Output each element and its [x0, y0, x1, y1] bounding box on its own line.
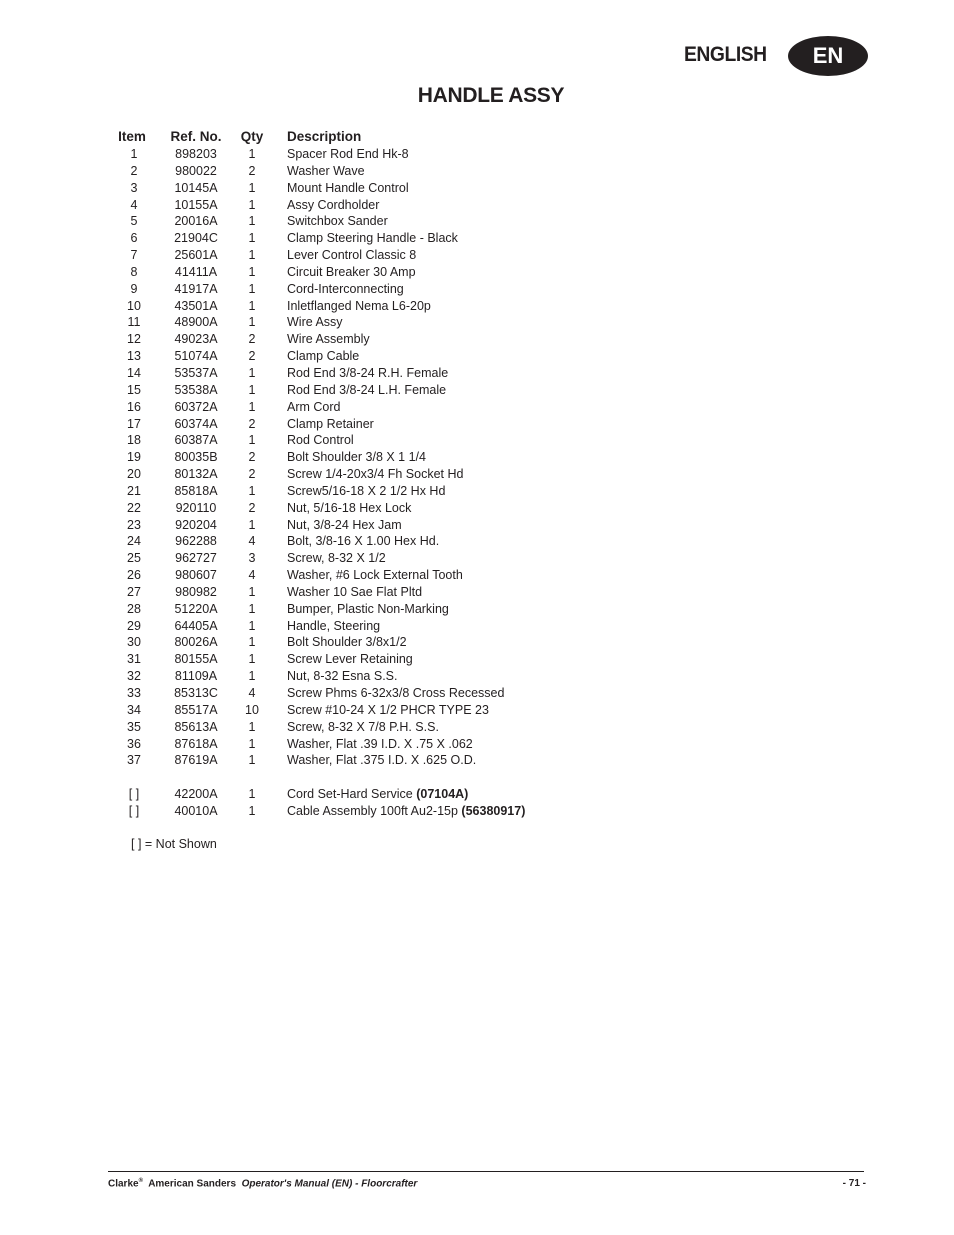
- cell-qty: 1: [248, 736, 256, 751]
- cell-qty: 1: [248, 281, 256, 296]
- cell-item: 4: [130, 197, 138, 212]
- column-header-item: Item: [118, 129, 146, 144]
- cell-description: Bolt Shoulder 3/8x1/2: [287, 635, 407, 650]
- cell-item: 3: [130, 180, 138, 195]
- cell-ref-no: 25601A: [174, 248, 218, 263]
- cell-description: Nut, 3/8-24 Hex Jam: [287, 517, 402, 532]
- cell-ref-no: 41917A: [174, 281, 218, 296]
- cell-ref-no: 43501A: [174, 298, 218, 313]
- cell-ref-no: 81109A: [174, 669, 218, 684]
- cell-item: 5: [130, 214, 138, 229]
- cell-ref-no: 85313C: [174, 686, 218, 700]
- table-row: [110, 466, 630, 483]
- cell-item: 17: [127, 416, 141, 431]
- table-row: [110, 432, 630, 449]
- cell-ref-no: 49023A: [174, 332, 218, 347]
- cell-ref-no: 85818A: [174, 483, 218, 498]
- cell-qty: 2: [248, 332, 256, 347]
- language-label: ENGLISH: [684, 43, 767, 66]
- cell-ref-no: 20016A: [174, 214, 218, 229]
- table-row: [110, 533, 630, 550]
- table-row: [110, 752, 630, 769]
- table-row: [110, 180, 630, 197]
- row-spacer: [110, 769, 630, 786]
- cell-qty: 4: [248, 534, 256, 549]
- cell-ref-no: 962288: [175, 534, 217, 549]
- cell-item: [ ]: [128, 803, 140, 818]
- table-row: [110, 382, 630, 399]
- cell-item: 33: [127, 686, 141, 700]
- cell-description: Bolt, 3/8-16 X 1.00 Hex Hd.: [287, 534, 440, 549]
- cell-item: 6: [130, 231, 138, 246]
- cell-item: 29: [127, 618, 141, 633]
- cell-qty: 1: [248, 315, 256, 330]
- table-row: [110, 634, 630, 651]
- cell-item: 25: [127, 551, 141, 566]
- cell-item: 7: [130, 248, 138, 263]
- cell-description: Screw Lever Retaining: [287, 652, 413, 667]
- table-row: [110, 702, 630, 719]
- table-row: [110, 584, 630, 601]
- page-title: HANDLE ASSY: [417, 84, 565, 107]
- cell-qty: 1: [248, 264, 256, 279]
- cell-qty: 1: [248, 719, 256, 734]
- cell-qty: 1: [248, 601, 256, 616]
- cell-qty: 1: [248, 231, 256, 246]
- cell-description: Switchbox Sander: [287, 214, 388, 229]
- table-row: [110, 314, 630, 331]
- cell-qty: 2: [248, 349, 256, 364]
- cell-description: Bolt Shoulder 3/8 X 1 1/4: [287, 450, 426, 465]
- cell-item: 9: [130, 281, 138, 296]
- cell-ref-no: 21904C: [174, 231, 218, 246]
- table-row: [110, 449, 630, 466]
- cell-item: 12: [127, 332, 141, 347]
- cell-qty: 2: [248, 163, 256, 178]
- cell-description: Clamp Retainer: [287, 416, 374, 431]
- cell-qty: 4: [248, 568, 256, 583]
- table-row: [110, 163, 630, 180]
- cell-qty: 1: [248, 618, 256, 633]
- cell-description-ref: (56380917): [461, 803, 526, 818]
- table-row: [110, 230, 630, 247]
- cell-description: Rod Control: [287, 433, 354, 448]
- cell-ref-no: 85517A: [174, 702, 218, 717]
- page-number: - 71 -: [842, 1178, 866, 1189]
- table-row: [110, 416, 630, 433]
- cell-qty: 1: [248, 399, 256, 414]
- table-row: [110, 348, 630, 365]
- table-row: [110, 668, 630, 685]
- table-row: [110, 247, 630, 264]
- cell-ref-no: 10155A: [174, 197, 218, 212]
- table-row: [110, 803, 630, 820]
- cell-qty: 1: [248, 483, 256, 498]
- table-row: [110, 550, 630, 567]
- table-body: [110, 146, 630, 769]
- cell-ref-no: 10145A: [174, 180, 218, 195]
- cell-qty: 1: [248, 803, 256, 818]
- cell-qty: 1: [248, 584, 256, 599]
- page-footer: [108, 1178, 866, 1189]
- cell-description: Washer, Flat .375 I.D. X .625 O.D.: [287, 753, 477, 768]
- cell-ref-no: 80026A: [174, 635, 218, 650]
- cell-item: 19: [127, 450, 141, 465]
- cell-ref-no: 920204: [175, 517, 217, 532]
- cell-ref-no: 87618A: [174, 736, 218, 751]
- footer-brand: Clarke: [108, 1178, 139, 1190]
- cell-item: 27: [127, 584, 141, 599]
- cell-qty: 1: [248, 214, 256, 229]
- cell-ref-no: 51074A: [174, 349, 218, 364]
- cell-ref-no: 53538A: [174, 382, 218, 397]
- cell-ref-no: 87619A: [174, 753, 218, 768]
- table-row: [110, 685, 630, 702]
- footer-company: American Sanders: [148, 1178, 237, 1190]
- cell-description: Screw #10-24 X 1/2 PHCR TYPE 23: [287, 702, 489, 717]
- cell-item: 23: [127, 517, 141, 532]
- cell-ref-no: 51220A: [174, 601, 218, 616]
- cell-item: 2: [130, 163, 138, 178]
- cell-ref-no: 980022: [175, 163, 217, 178]
- cell-ref-no: 920110: [175, 500, 217, 515]
- cell-qty: 1: [248, 433, 256, 448]
- cell-description: Rod End 3/8-24 R.H. Female: [287, 365, 449, 380]
- cell-description: Washer 10 Sae Flat Pltd: [287, 584, 423, 599]
- table-header: [110, 128, 630, 146]
- cell-description: Arm Cord: [287, 399, 341, 414]
- table-row: [110, 786, 630, 803]
- table-row: [110, 399, 630, 416]
- cell-description: Spacer Rod End Hk-8: [287, 147, 409, 161]
- cell-qty: 1: [248, 635, 256, 650]
- cell-item: 26: [127, 568, 141, 583]
- cell-description: Lever Control Classic 8: [287, 248, 417, 263]
- cell-item: 18: [127, 433, 141, 448]
- cell-item: 36: [127, 736, 141, 751]
- column-header-description: Description: [287, 129, 362, 144]
- cell-ref-no: 42200A: [174, 787, 218, 802]
- table-row: [110, 618, 630, 635]
- cell-ref-no: 60372A: [174, 399, 218, 414]
- cell-ref-no: 41411A: [174, 264, 218, 279]
- cell-description: Clamp Steering Handle - Black: [287, 231, 458, 246]
- table-row: [110, 213, 630, 230]
- table-row: [110, 736, 630, 753]
- cell-description: Circuit Breaker 30 Amp: [287, 264, 416, 279]
- cell-qty: 1: [248, 298, 256, 313]
- table-row: [110, 365, 630, 382]
- cell-description: Bumper, Plastic Non-Marking: [287, 601, 449, 616]
- cell-description: Nut, 8-32 Esna S.S.: [287, 669, 398, 684]
- cell-qty: 4: [248, 686, 256, 700]
- cell-description: Wire Assy: [287, 315, 343, 330]
- cell-description: Cord-Interconnecting: [287, 281, 404, 296]
- footer-divider: [108, 1171, 864, 1172]
- table-row: [110, 719, 630, 736]
- cell-ref-no: 64405A: [174, 618, 218, 633]
- table-row: [110, 331, 630, 348]
- registered-mark: ®: [138, 1178, 143, 1184]
- table-row: [110, 281, 630, 298]
- cell-description: Cord Set-Hard Service (07104A): [287, 787, 469, 802]
- cell-item: 15: [127, 382, 141, 397]
- cell-qty: 2: [248, 500, 256, 515]
- cell-ref-no: 60374A: [174, 416, 218, 431]
- cell-description: Cable Assembly 100ft Au2-15p (56380917): [287, 803, 526, 818]
- cell-description: Screw5/16-18 X 2 1/2 Hx Hd: [287, 483, 446, 498]
- cell-item: 35: [127, 719, 141, 734]
- cell-description-ref: (07104A): [416, 787, 469, 802]
- cell-description: Wire Assembly: [287, 332, 370, 347]
- cell-ref-no: 980982: [175, 584, 217, 599]
- cell-item: 16: [127, 399, 141, 414]
- cell-qty: 2: [248, 450, 256, 465]
- cell-description: Screw 1/4-20x3/4 Fh Socket Hd: [287, 467, 464, 482]
- cell-description: Assy Cordholder: [287, 197, 380, 212]
- cell-item: 20: [127, 467, 141, 482]
- cell-qty: 1: [248, 197, 256, 212]
- cell-ref-no: 80132A: [174, 467, 218, 482]
- cell-description: Washer, Flat .39 I.D. X .75 X .062: [287, 736, 473, 751]
- cell-description: Handle, Steering: [287, 618, 381, 633]
- cell-qty: 1: [248, 147, 256, 161]
- table-row: [110, 517, 630, 534]
- cell-description: Clamp Cable: [287, 349, 360, 364]
- cell-qty: 1: [248, 365, 256, 380]
- cell-description: Nut, 5/16-18 Hex Lock: [287, 500, 412, 515]
- parts-table: [110, 128, 630, 820]
- table-row: [110, 651, 630, 668]
- table-row: [110, 601, 630, 618]
- cell-qty: 1: [248, 517, 256, 532]
- cell-ref-no: 60387A: [174, 433, 218, 448]
- cell-qty: 1: [248, 382, 256, 397]
- cell-qty: 1: [248, 753, 256, 768]
- cell-ref-no: 80155A: [174, 652, 218, 667]
- table-row: [110, 500, 630, 517]
- cell-item: 13: [127, 349, 141, 364]
- cell-item: 37: [127, 753, 141, 768]
- cell-description: Screw, 8-32 X 1/2: [287, 551, 386, 566]
- cell-qty: 2: [248, 467, 256, 482]
- cell-ref-no: 85613A: [174, 719, 218, 734]
- cell-item: 14: [127, 365, 141, 380]
- cell-description: Inletflanged Nema L6-20p: [287, 298, 431, 313]
- cell-qty: 1: [248, 652, 256, 667]
- cell-qty: 1: [248, 787, 256, 802]
- cell-ref-no: 980607: [175, 568, 217, 583]
- cell-description: Screw, 8-32 X 7/8 P.H. S.S.: [287, 719, 439, 734]
- column-header-qty: Qty: [240, 129, 264, 144]
- table-row: [110, 146, 630, 163]
- table-row: [110, 264, 630, 281]
- footer-manual-title: Operator's Manual (EN) - Floorcrafter: [241, 1178, 418, 1190]
- cell-ref-no: 80035B: [174, 450, 218, 465]
- cell-qty: 1: [248, 180, 256, 195]
- cell-item: 34: [127, 702, 141, 717]
- cell-item: 24: [127, 534, 141, 549]
- cell-ref-no: 962727: [175, 551, 217, 566]
- cell-item: 30: [127, 635, 141, 650]
- table-extra-body: [110, 786, 630, 820]
- cell-qty: 1: [248, 248, 256, 263]
- cell-description: Washer, #6 Lock External Tooth: [287, 568, 463, 583]
- table-row: [110, 483, 630, 500]
- cell-description: Screw Phms 6-32x3/8 Cross Recessed: [287, 686, 505, 700]
- cell-ref-no: 48900A: [174, 315, 218, 330]
- not-shown-note: [ ] = Not Shown: [131, 837, 217, 851]
- cell-item: 22: [127, 500, 141, 515]
- cell-ref-no: 40010A: [174, 803, 218, 818]
- cell-description: Rod End 3/8-24 L.H. Female: [287, 382, 447, 397]
- table-row: [110, 567, 630, 584]
- cell-item: 10: [127, 298, 141, 313]
- cell-ref-no: 898203: [175, 147, 217, 161]
- cell-item: 28: [127, 601, 141, 616]
- table-row: [110, 298, 630, 315]
- cell-qty: 10: [245, 702, 259, 717]
- cell-item: 31: [127, 652, 141, 667]
- column-header-ref: Ref. No.: [170, 129, 222, 144]
- cell-item: 21: [127, 483, 141, 498]
- cell-item: 32: [127, 669, 141, 684]
- cell-description: Mount Handle Control: [287, 180, 409, 195]
- cell-description: Washer Wave: [287, 163, 365, 178]
- cell-qty: 3: [248, 551, 256, 566]
- language-badge: EN: [788, 36, 868, 76]
- cell-item: 8: [130, 264, 138, 279]
- table-row: [110, 197, 630, 214]
- cell-item: [ ]: [128, 787, 140, 802]
- cell-item: 11: [127, 315, 141, 330]
- cell-qty: 2: [248, 416, 256, 431]
- cell-item: 1: [130, 147, 138, 161]
- cell-ref-no: 53537A: [174, 365, 218, 380]
- cell-qty: 1: [248, 669, 256, 684]
